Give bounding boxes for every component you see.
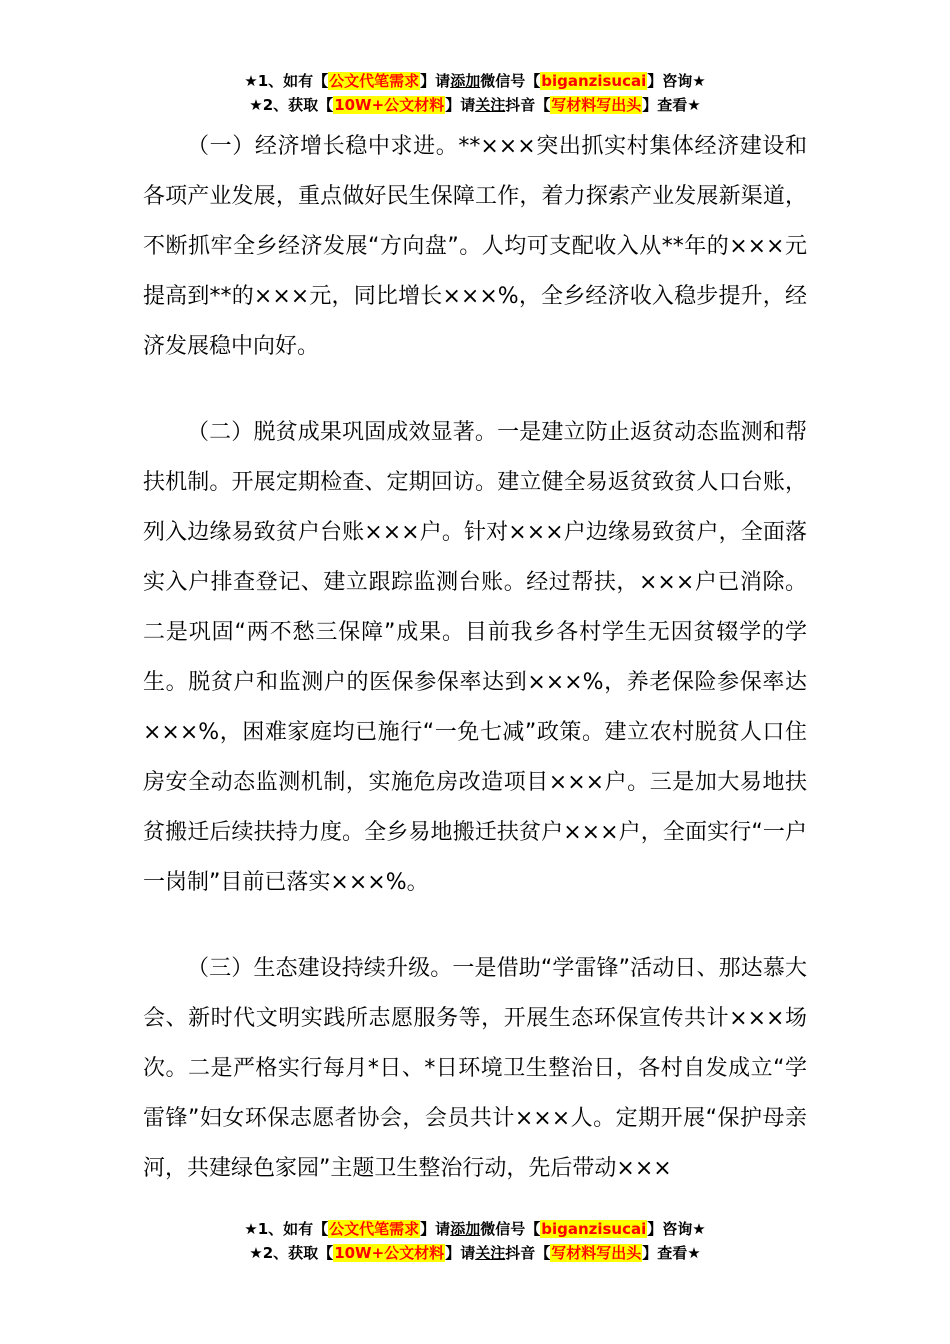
banner-text: 微信号【 xyxy=(480,72,541,90)
underlined-text: 添加 xyxy=(450,72,481,90)
banner-text: ★2、获取【 xyxy=(249,1244,334,1262)
paragraph-poverty-alleviation: （二）脱贫成果巩固成效显著。一是建立防止返贫动态监测和帮扶机制。开展定期检查、定期回访。建立健全易返贫致贫人口台账，列入边缘易致贫户台账×××户。针对×××户边缘易致贫户，全面落实入户排查登记、建立跟踪监测台账。经过帮扶，×××户已消除。二是巩固“两不愁三保障”成果。目前我乡各村学生无因贫辍学的学生。脱贫户和监测户的医保参保率达到×××%，养老保险参保率达×××%，困难家庭均已施行“一免七减”政策。建立农村脱贫人口住房安全动态监测机制，实施危房改造项目×××户。三是加大易地扶贫搬迁后续扶持力度。全乡易地搬迁扶贫户×××户，全面实行“一户一岗制”目前已落实×××%。 xyxy=(143,420,807,895)
banner-text: 】查看★ xyxy=(642,1244,701,1262)
header-banner xyxy=(0,69,950,117)
banner-text: 微信号【 xyxy=(480,1220,541,1238)
banner-text: ★2、获取【 xyxy=(249,96,334,114)
highlight-douyin: 写材料写出头 xyxy=(551,1244,642,1262)
paragraph-economy: （一）经济增长稳中求进。**×××突出抓实村集体经济建设和各项产业发展，重点做好民生保障工作，着力探索产业发展新渠道，不断抓牢全乡经济发展“方向盘”。人均可支配收入从**年的×××元提高到**的×××元，同比增长×××%，全乡经济收入稳步提升，经济发展稳中向好。 xyxy=(143,134,807,359)
paragraph-gap xyxy=(143,908,807,944)
banner-text: 抖音【 xyxy=(505,96,551,114)
banner-text: 】请 xyxy=(420,72,451,90)
highlight-wechat-id: biganzisucai xyxy=(541,72,647,90)
banner-line-2 xyxy=(0,93,950,117)
highlight-service: 公文代笔需求 xyxy=(329,1220,420,1238)
banner-line-1 xyxy=(0,1217,950,1241)
banner-text: 抖音【 xyxy=(505,1244,551,1262)
highlight-douyin: 写材料写出头 xyxy=(551,96,642,114)
banner-text: 】咨询★ xyxy=(647,1220,706,1238)
banner-text: ★1、如有【 xyxy=(244,72,329,90)
document-body xyxy=(143,122,807,1194)
highlight-materials: 10W+公文材料 xyxy=(334,96,445,114)
banner-text: 】请 xyxy=(445,96,476,114)
banner-text: 】咨询★ xyxy=(647,72,706,90)
paragraph-gap xyxy=(143,372,807,408)
banner-text: ★1、如有【 xyxy=(244,1220,329,1238)
highlight-materials: 10W+公文材料 xyxy=(334,1244,445,1262)
banner-line-1 xyxy=(0,69,950,93)
underlined-text: 关注 xyxy=(475,1244,506,1262)
banner-text: 】请 xyxy=(445,1244,476,1262)
banner-text: 】查看★ xyxy=(642,96,701,114)
banner-text: 】请 xyxy=(420,1220,451,1238)
underlined-text: 关注 xyxy=(475,96,506,114)
highlight-wechat-id: biganzisucai xyxy=(541,1220,647,1238)
footer-banner xyxy=(0,1217,950,1265)
highlight-service: 公文代笔需求 xyxy=(329,72,420,90)
paragraph-ecology: （三）生态建设持续升级。一是借助“学雷锋”活动日、那达慕大会、新时代文明实践所志愿服务等，开展生态环保宣传共计×××场次。二是严格实行每月*日、*日环境卫生整治日，各村自发成立“学雷锋”妇女环保志愿者协会，会员共计×××人。定期开展“保护母亲河，共建绿色家园”主题卫生整治行动，先后带动××× xyxy=(143,956,807,1181)
underlined-text: 添加 xyxy=(450,1220,481,1238)
banner-line-2 xyxy=(0,1241,950,1265)
